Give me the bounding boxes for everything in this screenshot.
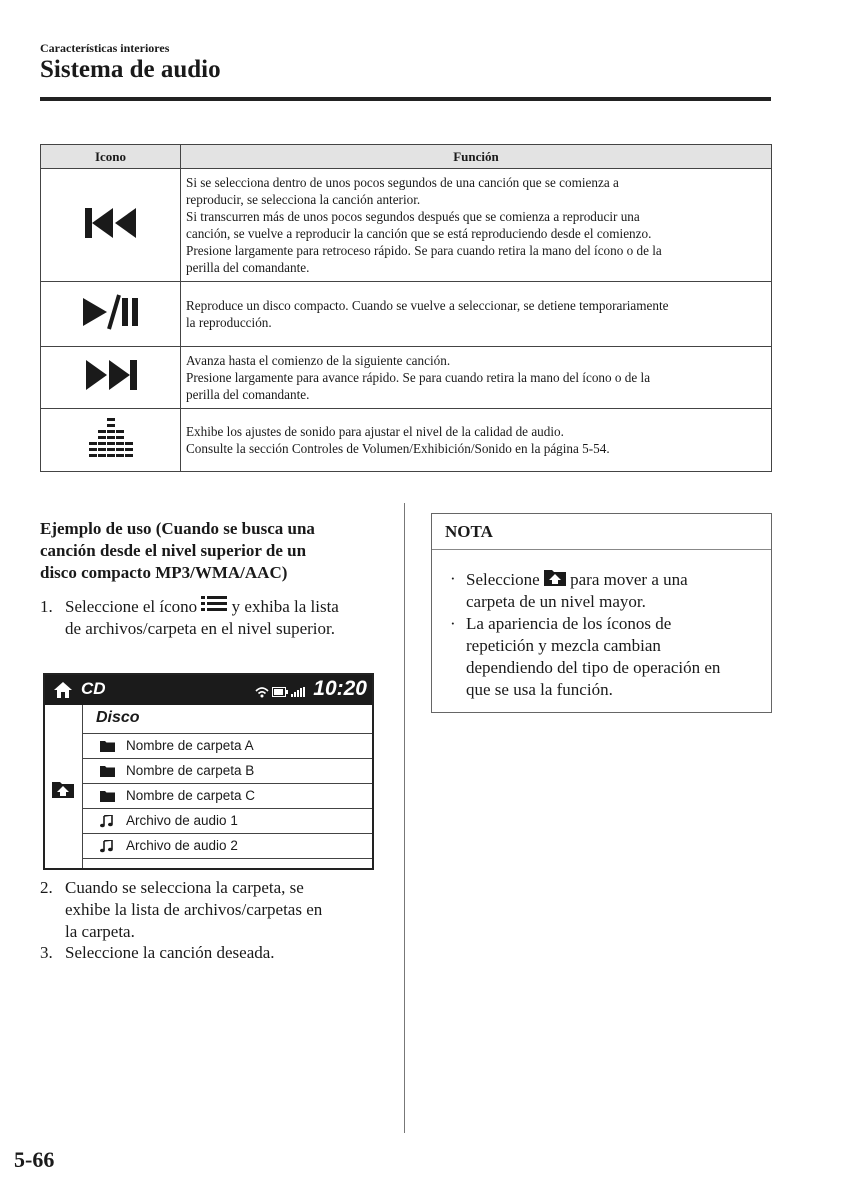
screen-status-bar xyxy=(45,675,372,705)
page-number: 5-66 xyxy=(14,1147,55,1172)
list-header xyxy=(83,705,372,734)
previous-track-icon xyxy=(83,206,139,240)
note-item xyxy=(432,568,771,613)
note-box xyxy=(431,513,772,713)
description-line: Presione largamente para avance rápido. Se para cuando retira la mano del ícono o de la xyxy=(186,370,651,385)
note-list xyxy=(432,568,771,701)
column-divider xyxy=(404,503,405,1133)
note-header xyxy=(432,514,771,550)
description-line: perilla del comandante. xyxy=(186,387,310,402)
sound-settings-icon xyxy=(86,416,136,460)
note-text: La apariencia de los íconos de xyxy=(466,614,672,633)
description-cell xyxy=(181,282,772,347)
table-header-row xyxy=(41,145,772,169)
icon-function-table xyxy=(40,144,772,472)
step-text: la carpeta. xyxy=(65,922,135,941)
screen-file-list xyxy=(83,705,372,868)
table-row xyxy=(41,347,772,409)
folder-icon xyxy=(100,790,115,802)
folder-icon xyxy=(100,740,115,752)
step-text: Seleccione la canción deseada. xyxy=(65,943,275,962)
example-heading xyxy=(40,518,385,584)
list-item-label: Archivo de audio 2 xyxy=(126,838,238,853)
battery-icon xyxy=(272,687,288,697)
list-item[interactable] xyxy=(83,734,372,759)
folder-up-icon[interactable] xyxy=(52,780,74,798)
step-text: Seleccione el ícono xyxy=(65,597,198,616)
description-line: Reproduce un disco compacto. Cuando se vuelve a seleccionar, se detiene temporariamente xyxy=(186,298,669,313)
table-row xyxy=(41,169,772,282)
table-row xyxy=(41,282,772,347)
list-title: Disco xyxy=(96,709,140,726)
play-pause-icon xyxy=(80,293,142,331)
step-text: exhibe la lista de archivos/carpetas en xyxy=(65,900,323,919)
note-text: que se usa la función. xyxy=(466,680,613,699)
list-item[interactable] xyxy=(83,834,372,859)
description-line: Si se selecciona dentro de unos pocos segundos de una canción que se comienza a xyxy=(186,175,619,190)
note-text: carpeta de un nivel mayor. xyxy=(466,592,646,611)
clock: 10:20 xyxy=(313,677,367,700)
step-3 xyxy=(40,942,275,964)
step-number: 3. xyxy=(40,943,53,962)
description-line: reproducir, se selecciona la canción anterior. xyxy=(186,192,421,207)
description-line: Si transcurren más de unos pocos segundos después que se comienza a reproducir una xyxy=(186,209,640,224)
folder-icon xyxy=(100,765,115,777)
screen-sidebar xyxy=(45,705,83,868)
step-text: de archivos/carpeta en el nivel superior. xyxy=(65,619,335,638)
note-text: Seleccione xyxy=(466,570,540,589)
description-line: la reproducción. xyxy=(186,315,272,330)
note-text: repetición y mezcla cambian xyxy=(466,636,661,655)
music-note-icon xyxy=(100,840,113,853)
heading-line: Ejemplo de uso (Cuando se busca una xyxy=(40,519,315,538)
signal-icon xyxy=(291,687,307,697)
description-line: perilla del comandante. xyxy=(186,260,310,275)
bullet: · xyxy=(450,614,456,633)
description-cell xyxy=(181,409,772,472)
icon-cell xyxy=(41,282,181,347)
step-1 xyxy=(40,596,339,640)
description-line: Exhibe los ajustes de sonido para ajustar el nivel de la calidad de audio. xyxy=(186,424,564,439)
title-rule xyxy=(40,97,771,101)
list-item-label: Nombre de carpeta B xyxy=(126,763,255,778)
step-2 xyxy=(40,877,322,943)
description-line: Avanza hasta el comienzo de la siguiente canción. xyxy=(186,353,451,368)
table-row xyxy=(41,409,772,472)
note-title: NOTA xyxy=(445,522,493,541)
source-label: CD xyxy=(81,679,106,698)
heading-line: canción desde el nivel superior de un xyxy=(40,541,307,560)
step-number: 1. xyxy=(40,597,53,616)
wifi-icon xyxy=(255,686,269,698)
audio-screen xyxy=(43,673,374,870)
step-text: y exhiba la lista xyxy=(231,597,339,616)
note-text: para mover a una xyxy=(570,570,688,589)
icon-cell xyxy=(41,409,181,472)
icon-cell xyxy=(41,347,181,409)
page-title: Sistema de audio xyxy=(40,56,221,83)
icon-cell xyxy=(41,169,181,282)
description-cell xyxy=(181,169,772,282)
header-icon: Icono xyxy=(41,145,181,169)
bullet: · xyxy=(450,569,456,588)
list-item-label: Archivo de audio 1 xyxy=(126,813,238,828)
description-line: Consulte la sección Controles de Volumen/Exhibición/Sonido en la página 5-54. xyxy=(186,441,610,456)
folder-up-icon xyxy=(544,568,566,586)
list-item-label: Nombre de carpeta A xyxy=(126,738,254,753)
note-item xyxy=(432,613,771,701)
description-cell xyxy=(181,347,772,409)
home-icon[interactable] xyxy=(53,681,73,699)
section-label: Características interiores xyxy=(40,41,170,55)
step-text: Cuando se selecciona la carpeta, se xyxy=(65,878,304,897)
description-line: canción, se vuelve a reproducir la canción que se está reproduciendo desde el comienzo. xyxy=(186,226,652,241)
header-function: Función xyxy=(181,145,772,169)
step-number: 2. xyxy=(40,878,53,897)
list-item[interactable] xyxy=(83,759,372,784)
list-item-label: Nombre de carpeta C xyxy=(126,788,256,803)
note-text: dependiendo del tipo de operación en xyxy=(466,658,721,677)
list-icon xyxy=(201,596,227,612)
music-note-icon xyxy=(100,815,113,828)
list-item[interactable] xyxy=(83,784,372,809)
heading-line: disco compacto MP3/WMA/AAC) xyxy=(40,563,288,582)
next-track-icon xyxy=(83,358,139,392)
list-item[interactable] xyxy=(83,809,372,834)
description-line: Presione largamente para retroceso rápido. Se para cuando retira la mano del ícono o de la xyxy=(186,243,662,258)
